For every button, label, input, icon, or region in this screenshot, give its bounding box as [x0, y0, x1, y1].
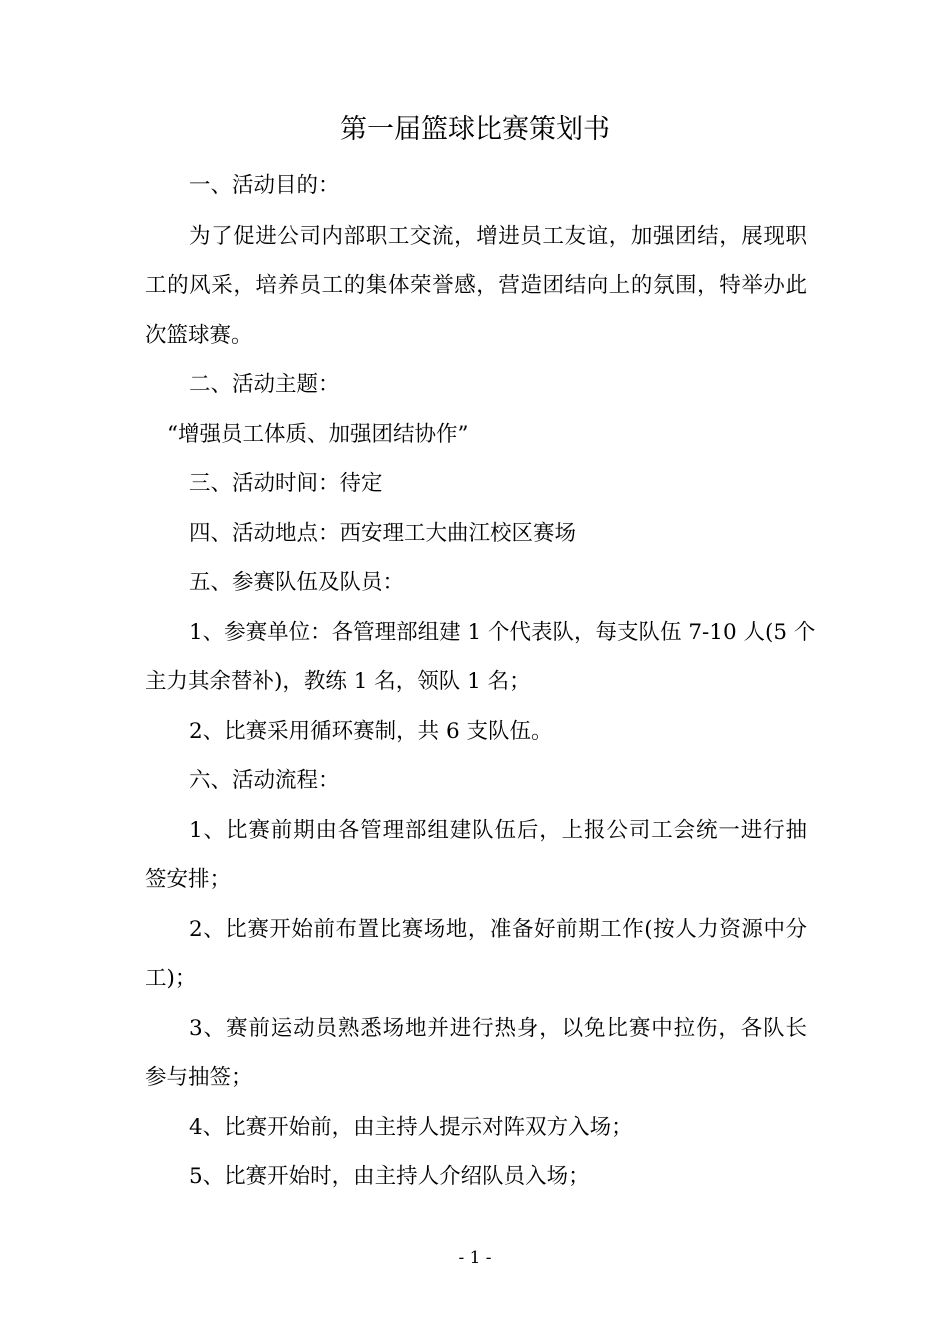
paragraph-line: 2、比赛采用循环赛制，共 6 支队伍。 — [189, 719, 553, 744]
paragraph-line: 4、比赛开始前，由主持人提示对阵双方入场； — [189, 1115, 633, 1140]
paragraph-line: 签安排； — [145, 867, 232, 892]
paragraph-line: 为了促进公司内部职工交流，增进员工友谊，加强团结，展现职 — [189, 224, 807, 249]
page-number: - 1 - — [458, 1248, 492, 1268]
document-title: 第一届篮球比赛策划书 — [340, 114, 610, 145]
heading-teams: 五、参赛队伍及队员： — [189, 570, 405, 595]
heading-purpose: 一、活动目的： — [189, 173, 340, 198]
heading-time: 三、活动时间：待定 — [189, 471, 383, 496]
paragraph-line: 工的风采，培养员工的集体荣誉感，营造团结向上的氛围，特举办此 — [145, 273, 807, 298]
paragraph-line: 参与抽签； — [145, 1065, 253, 1090]
heading-theme: 二、活动主题： — [189, 372, 340, 397]
paragraph-line: 3、赛前运动员熟悉场地并进行热身，以免比赛中拉伤，各队长 — [189, 1016, 807, 1041]
paragraph-line: 工)； — [145, 966, 197, 991]
paragraph-line: 5、比赛开始时，由主持人介绍队员入场； — [189, 1164, 590, 1189]
paragraph-line: 1、比赛前期由各管理部组建队伍后，上报公司工会统一进行抽 — [189, 818, 807, 843]
heading-process: 六、活动流程： — [189, 768, 340, 793]
theme-text: “增强员工体质、加强团结协作” — [167, 422, 469, 447]
paragraph-line: 2、比赛开始前布置比赛场地，准备好前期工作(按人力资源中分 — [189, 917, 807, 942]
paragraph-line: 次篮球赛。 — [145, 323, 253, 348]
paragraph-line: 1、参赛单位：各管理部组建 1 个代表队，每支队伍 7-10 人(5 个 — [189, 620, 816, 645]
heading-location: 四、活动地点：西安理工大曲江校区赛场 — [189, 521, 577, 546]
paragraph-line: 主力其余替补)，教练 1 名，领队 1 名； — [145, 669, 531, 694]
